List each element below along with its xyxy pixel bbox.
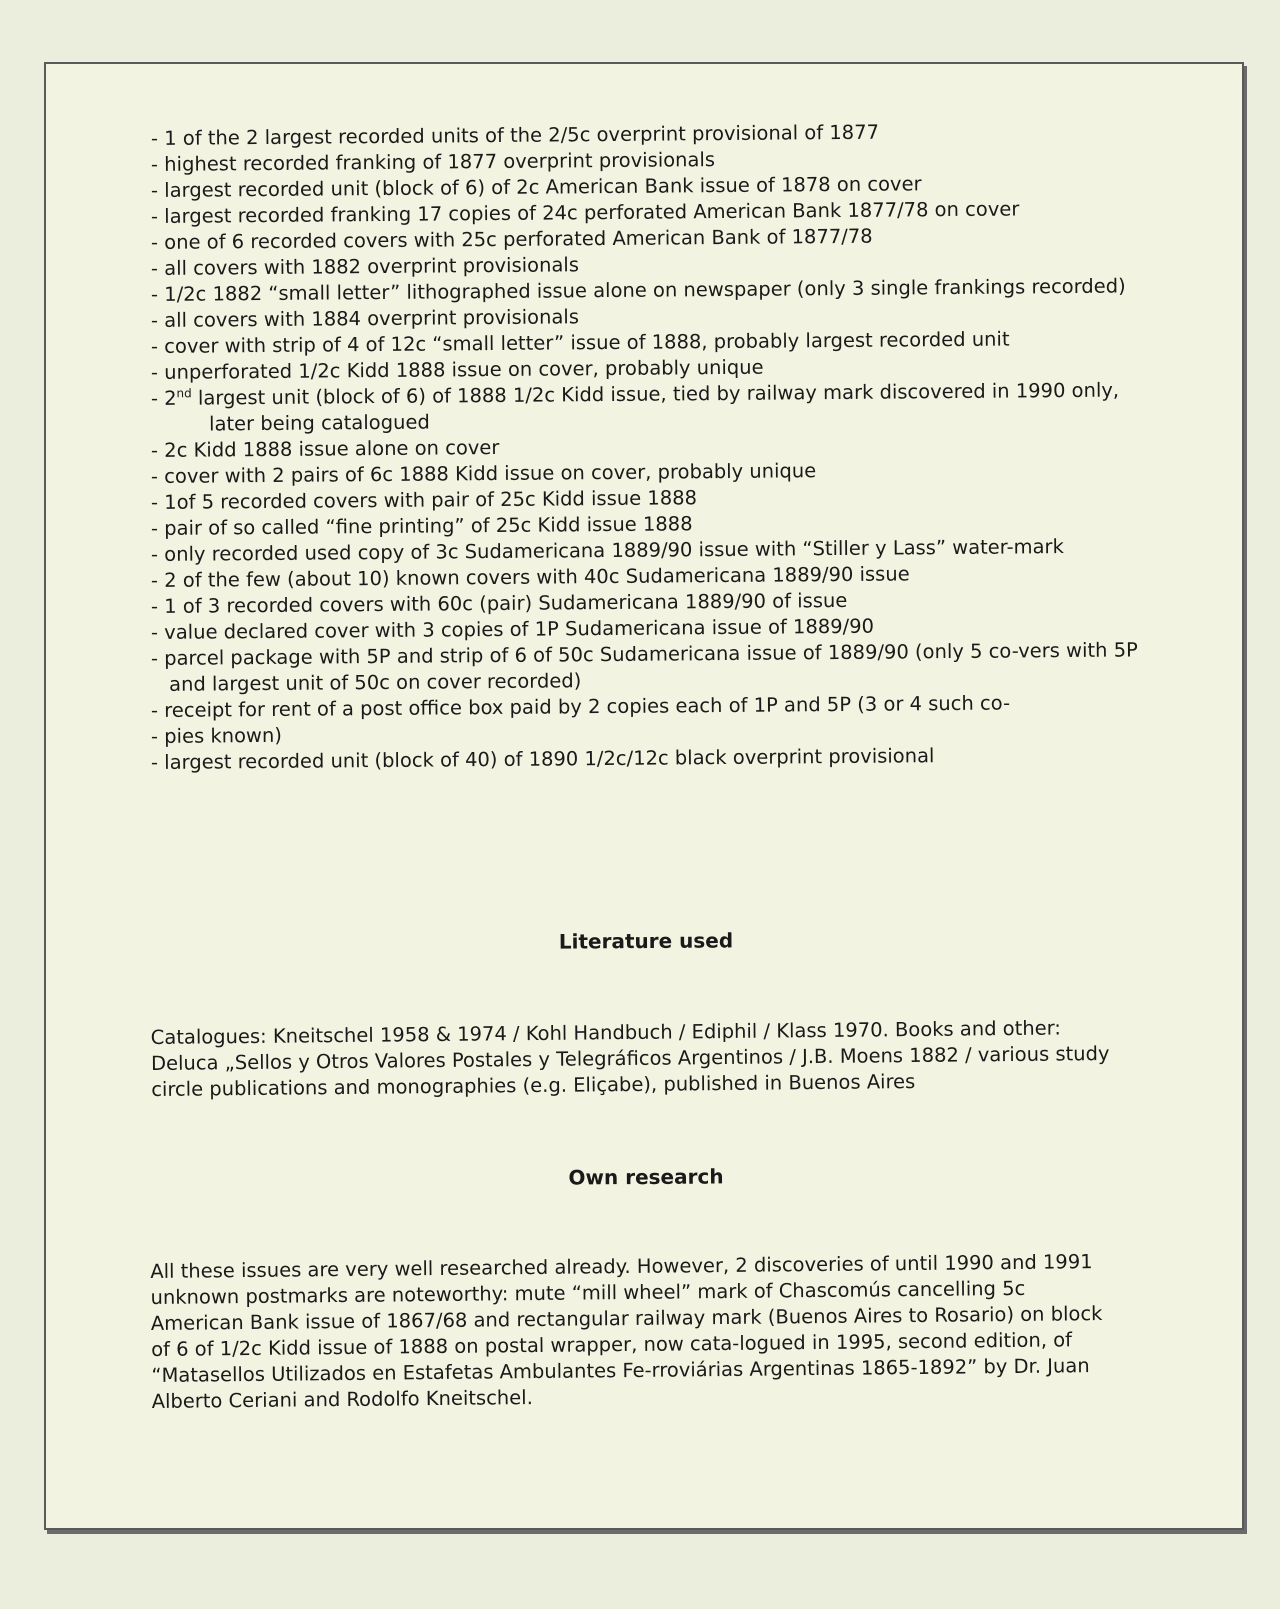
list-item: - all covers with 1884 overprint provisionals	[150, 305, 580, 332]
list-item: - 1 of 3 recorded covers with 60c (pair) Sudamericana 1889/90 of issue	[150, 588, 848, 618]
list-item: - value declared cover with 3 copies of 1P Sudamericana issue of 1889/90	[150, 614, 875, 644]
list-item: - highest recorded franking of 1877 overprint provisionals	[150, 148, 716, 176]
list-item: - 2 of the few (about 10) known covers with 40c Sudamericana 1889/90 issue	[150, 562, 910, 592]
list-item: - all covers with 1882 overprint provisionals	[150, 253, 580, 280]
list-item: - pair of so called “fine printing” of 25c Kidd issue 1888	[150, 512, 693, 540]
document-content	[150, 120, 1141, 1413]
list-item: - largest recorded franking 17 copies of 24c perforated American Bank 1877/78 on cover	[150, 197, 1020, 228]
list-item: - 1of 5 recorded covers with pair of 25c Kidd issue 1888	[150, 486, 698, 514]
list-item: - one of 6 recorded covers with 25c perforated American Bank of 1877/78	[150, 224, 873, 254]
list-item: - only recorded used copy of 3c Sudamericana 1889/90 issue with “Stiller y Lass” water-mark	[150, 535, 1064, 566]
research-paragraph: All these issues are very well researched already. However, 2 discoveries of until 1990 and 1991 unknown postmarks are noteworthy: mute “mill wheel” mark of Chascomús cancelling 5c American Bank issue of 1867/68 and rectangular railway mark (Buenos Aires to Rosario) on block of 6 of 1/2c Kidd issue of 1888 on postal wrapper, now cata-logued in 1995, second edition, of “Matasellos Utilizados en Estafetas Ambulantes Fe-rroviárias Argentinas 1865-1892” by Dr. Juan Alberto Ceriani and Rodolfo Kneitschel.	[150, 1250, 1103, 1413]
list-item: - cover with 2 pairs of 6c 1888 Kidd issue on cover, probably unique	[150, 459, 817, 488]
list-item: - unperforated 1/2c Kidd 1888 issue on cover, probably unique	[150, 355, 764, 384]
research-heading: Own research	[568, 1164, 724, 1190]
list-item: - 2c Kidd 1888 issue alone on cover	[150, 435, 500, 462]
list-item: - cover with strip of 4 of 12c “small letter” issue of 1888, probably largest recorded unit	[150, 327, 1010, 358]
list-item: - 1/2c 1882 “small letter” lithographed issue alone on newspaper (only 3 single frankings recorded)	[150, 274, 1126, 306]
page-frame	[44, 62, 1244, 1530]
list-item: - 1 of the 2 largest recorded units of the 2/5c overprint provisional of 1877	[150, 120, 880, 150]
list-item: - receipt for rent of a post office box paid by 2 copies each of 1P and 5P (3 or 4 such co-	[150, 691, 1011, 722]
list-item: - largest recorded unit (block of 40) of 1890 1/2c/12c black overprint provisional	[150, 744, 935, 774]
literature-paragraph: Catalogues: Kneitschel 1958 & 1974 / Kohl Handbuch / Ediphil / Klass 1970. Books and other: Deluca „Sellos y Otros Valores Postales y Telegráficos Argentinos / J.B. Moens 1882 / various study circle publications and monographies (e.g. Eliçabe), published in Buenos Aires	[150, 1016, 1110, 1101]
list-item: - largest recorded unit (block of 6) of 2c American Bank issue of 1878 on cover	[150, 172, 922, 202]
list-item: - parcel package with 5P and strip of 6 of 50c Sudamericana issue of 1889/90 (only 5 co-vers with 5P and largest unit of 50c on cover recorded)	[150, 638, 1138, 696]
list-item: - pies known)	[150, 723, 282, 748]
literature-heading: Literature used	[558, 928, 734, 954]
records-list	[150, 120, 1141, 776]
list-item: - 2nd largest unit (block of 6) of 1888 1/2c Kidd issue, tied by railway mark discovered in 1990 only, later being catalogued	[150, 378, 1120, 436]
